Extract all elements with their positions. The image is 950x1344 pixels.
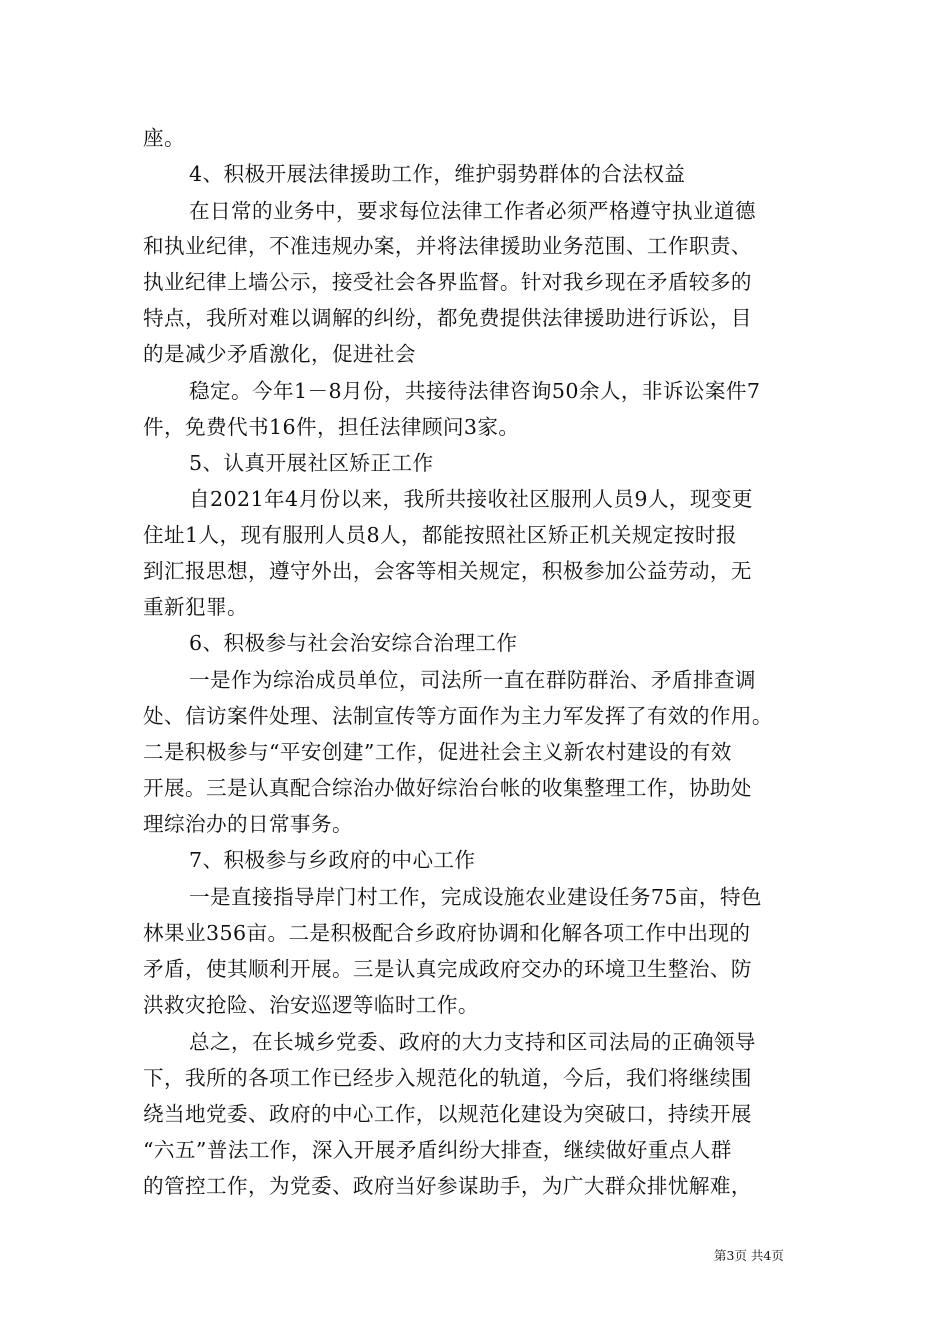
text-line: 二是积极参与“平安创建”工作，促进社会主义新农村建设的有效 — [143, 740, 732, 764]
section-heading: 6、积极参与社会治安综合治理工作 — [189, 631, 518, 655]
text-line: 开展。三是认真配合综治办做好综治台帐的收集整理工作，协助处 — [143, 776, 752, 800]
section-heading: 5、认真开展社区矫正工作 — [189, 451, 434, 475]
text-line: “六五”普法工作，深入开展矛盾纠纷大排查，继续做好重点人群 — [143, 1138, 732, 1162]
text-line: 到汇报思想，遵守外出，会客等相关规定，积极参加公益劳动，无 — [143, 559, 752, 583]
text-line: 特点，我所对难以调解的纠纷，都免费提供法律援助进行诉讼，目 — [143, 306, 752, 330]
page-number-footer: 第3页 共4页 — [714, 1248, 784, 1263]
text-line: 自2021年4月份以来，我所共接收社区服刑人员9人，现变更 — [189, 487, 753, 511]
text-line: 洪救灾抢险、治安巡逻等临时工作。 — [143, 993, 479, 1017]
section-heading: 4、积极开展法律援助工作，维护弱势群体的合法权益 — [189, 162, 686, 186]
text-line: 绕当地党委、政府的中心工作，以规范化建设为突破口，持续开展 — [143, 1102, 752, 1126]
text-line: 和执业纪律，不准违规办案，并将法律援助业务范围、工作职责、 — [143, 234, 752, 258]
text-line: 件，免费代书16件，担任法律顾问3家。 — [143, 415, 520, 439]
text-line: 的是减少矛盾激化，促进社会 — [143, 342, 416, 366]
text-line: 矛盾，使其顺利开展。三是认真完成政府交办的环境卫生整治、防 — [143, 957, 752, 981]
text-line: 一是作为综治成员单位，司法所一直在群防群治、矛盾排查调 — [189, 668, 756, 692]
text-line: 林果业356亩。二是积极配合乡政府协调和化解各项工作中出现的 — [143, 921, 751, 945]
text-line: 执业纪律上墙公示，接受社会各界监督。针对我乡现在矛盾较多的 — [143, 270, 752, 294]
text-line: 的管控工作，为党委、政府当好参谋助手，为广大群众排忧解难， — [143, 1174, 752, 1198]
text-line: 在日常的业务中，要求每位法律工作者必须严格遵守执业道德 — [189, 199, 756, 223]
text-line: 稳定。今年1－8月份，共接待法律咨询50余人，非诉讼案件7 — [189, 379, 761, 403]
text-line: 一是直接指导岸门村工作，完成设施农业建设任务75亩，特色 — [189, 885, 762, 909]
text-line: 重新犯罪。 — [143, 595, 248, 619]
section-heading: 7、积极参与乡政府的中心工作 — [189, 848, 476, 872]
text-line: 下，我所的各项工作已经步入规范化的轨道，今后，我们将继续围 — [143, 1066, 752, 1090]
text-line: 理综治办的日常事务。 — [143, 812, 353, 836]
text-line: 总之，在长城乡党委、政府的大力支持和区司法局的正确领导 — [189, 1030, 756, 1054]
text-line: 住址1人，现有服刑人员8人，都能按照社区矫正机关规定按时报 — [143, 523, 737, 547]
text-line: 座。 — [143, 126, 185, 150]
text-line: 处、信访案件处理、法制宣传等方面作为主力军发挥了有效的作用。 — [143, 704, 773, 728]
